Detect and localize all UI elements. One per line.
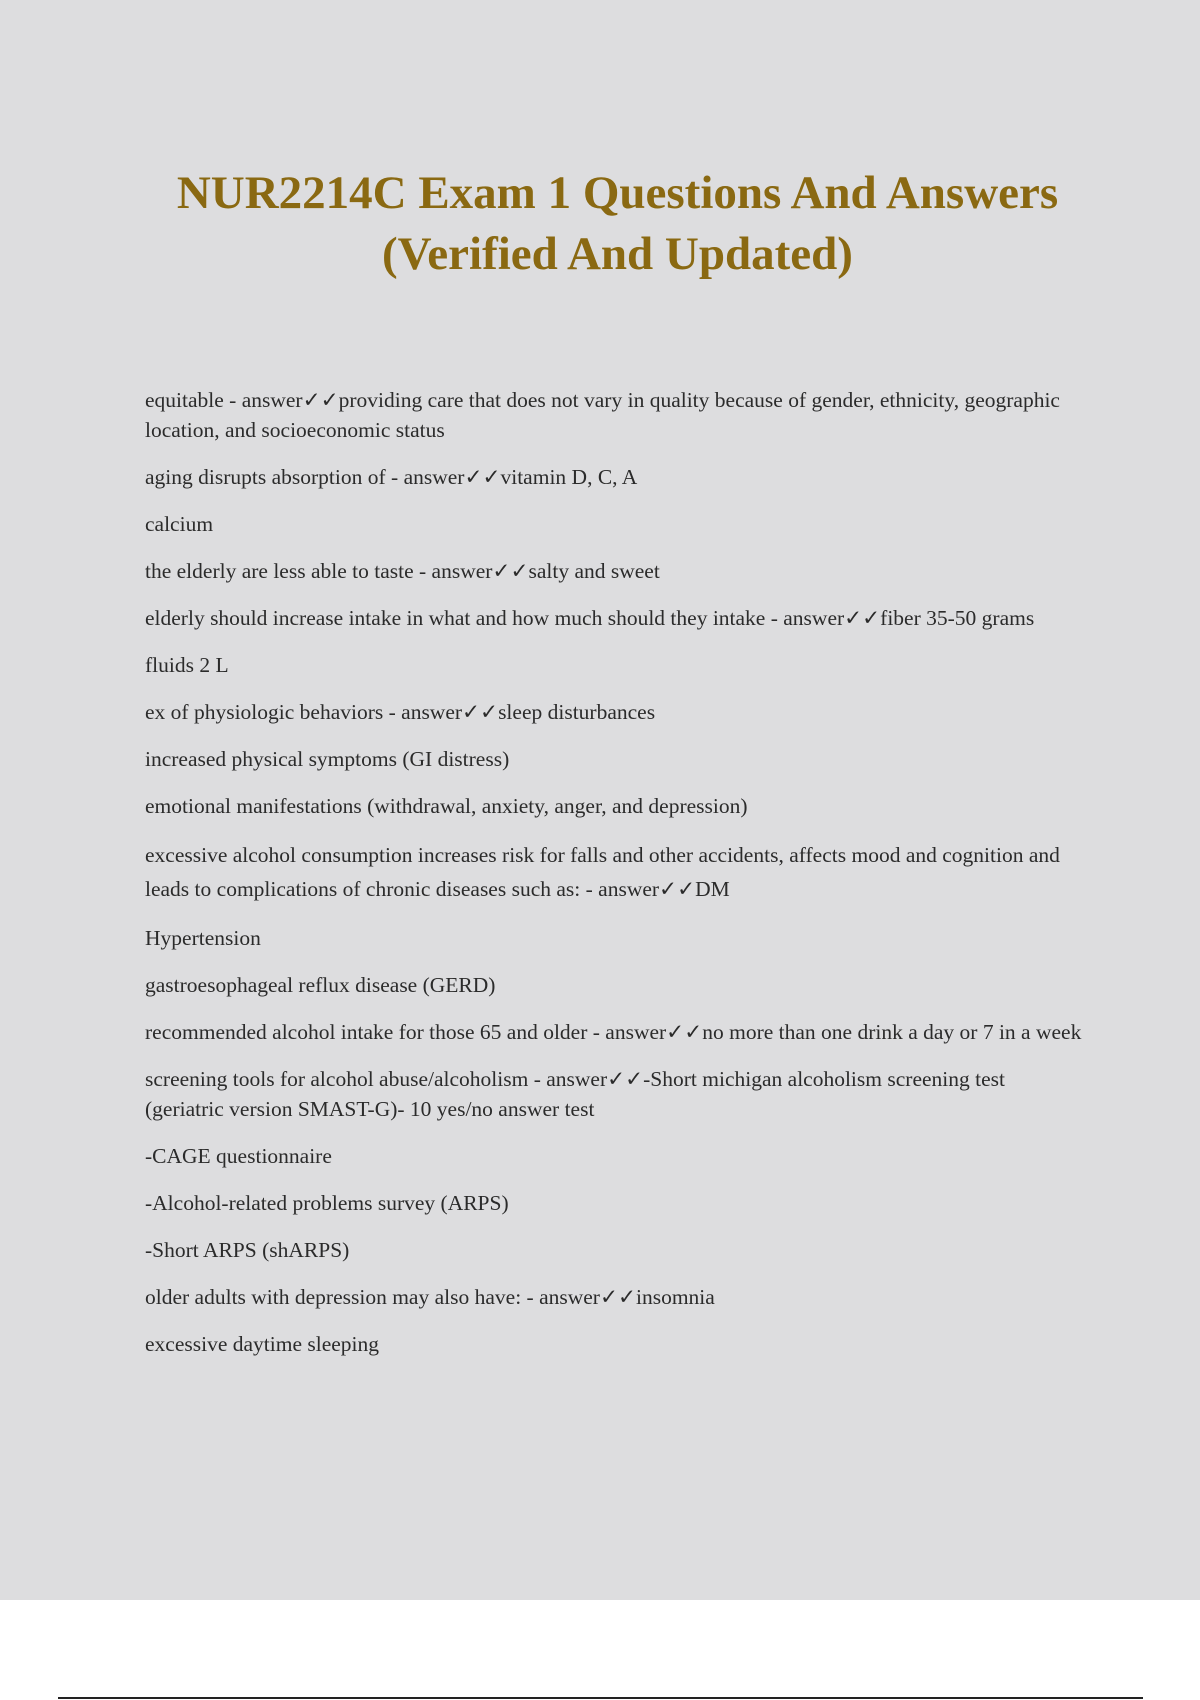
paragraph-emotional-manifestations: emotional manifestations (withdrawal, anxiety, anger, and depression): [145, 794, 748, 818]
document-title: [100, 163, 1135, 285]
paragraph-screening-tools: screening tools for alcohol abuse/alcoholism - answer✓✓-Short michigan alcoholism screening test (geriatric version SMAST-G)- 10 yes/no answer test: [145, 1067, 1005, 1121]
paragraph-alcohol-intake: recommended alcohol intake for those 65 and older - answer✓✓no more than one drink a day or 7 in a week: [145, 1020, 1082, 1044]
paragraph-cage: -CAGE questionnaire: [145, 1144, 332, 1168]
paragraph-equitable: equitable - answer✓✓providing care that does not vary in quality because of gender, ethnicity, geographic location, and socioeconomic status: [145, 388, 1060, 442]
paragraph-fluids: fluids 2 L: [145, 653, 229, 677]
footer-divider: [58, 1697, 1143, 1699]
paragraph-taste: the elderly are less able to taste - answer✓✓salty and sweet: [145, 559, 660, 583]
paragraph-arps: -Alcohol-related problems survey (ARPS): [145, 1191, 509, 1215]
paragraph-aging-absorption: aging disrupts absorption of - answer✓✓vitamin D, C, A: [145, 465, 638, 489]
paragraph-physical-symptoms: increased physical symptoms (GI distress): [145, 747, 510, 771]
paragraph-fiber-intake: elderly should increase intake in what and how much should they intake - answer✓✓fiber 35-50 grams: [145, 606, 1035, 630]
paragraph-hypertension: Hypertension: [145, 926, 261, 950]
paragraph-gerd: gastroesophageal reflux disease (GERD): [145, 973, 496, 997]
paragraph-alcohol-consumption: excessive alcohol consumption increases risk for falls and other accidents, affects mood and cognition and leads to complications of chronic diseases such as: - answer✓✓DM: [145, 843, 1060, 901]
title-line-1: NUR2214C Exam 1 Questions And Answers: [176, 167, 1059, 219]
paragraph-physiologic-behaviors: ex of physiologic behaviors - answer✓✓sleep disturbances: [145, 700, 656, 724]
document-body: [145, 385, 1085, 1376]
paragraph-daytime-sleeping: excessive daytime sleeping: [145, 1332, 380, 1356]
paragraph-depression: older adults with depression may also have: - answer✓✓insomnia: [145, 1285, 715, 1309]
paragraph-calcium: calcium: [145, 512, 214, 536]
paragraph-sharps: -Short ARPS (shARPS): [145, 1238, 350, 1262]
title-line-2: (Verified And Updated): [382, 228, 853, 280]
